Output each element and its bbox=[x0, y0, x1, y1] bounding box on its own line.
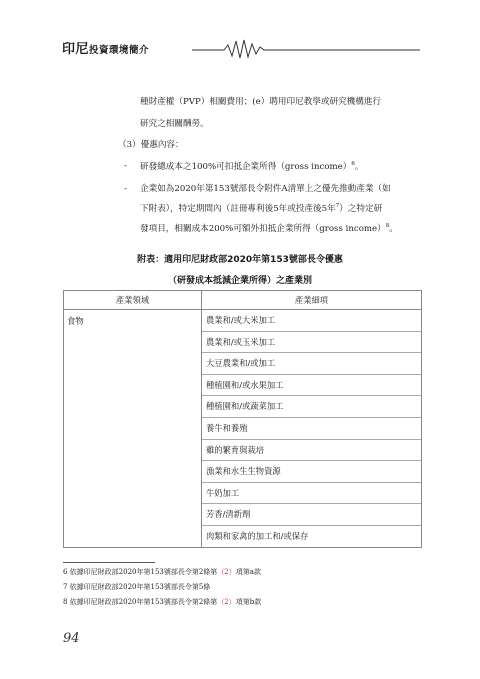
table-item: 芳香/清新劑 bbox=[202, 504, 421, 526]
header-title-sub: 投資環境簡介 bbox=[89, 45, 150, 56]
bullet-2-line-3: 發項目，相關成本200%可額外扣抵企業所得（gross income）$^8$。 bbox=[140, 223, 398, 234]
table-header-row bbox=[64, 291, 422, 310]
page-number: 94 bbox=[63, 631, 80, 646]
footnote-ref-6: 6 bbox=[351, 161, 355, 167]
footnote-7: 7 依據印尼財政部2020年第153號部長令第5條 bbox=[63, 583, 211, 591]
bullet-1-text: 研發總成本之100%可扣抵企業所得（gross income）$^6$。 bbox=[140, 161, 364, 172]
table-row bbox=[64, 310, 422, 548]
footnote-ref-7: 7 bbox=[335, 203, 340, 209]
table-item: 養牛和養殖 bbox=[202, 418, 421, 440]
table-header-field: 產業領域 bbox=[64, 291, 202, 310]
table-item: 農業和/或大米加工 bbox=[202, 310, 421, 332]
table-item: 農業和/或玉米加工 bbox=[202, 332, 421, 354]
bullet-dash-1: - bbox=[124, 161, 127, 171]
body-line-2: 研究之相關酬勞。 bbox=[140, 119, 209, 129]
table-header-detail: 產業細項 bbox=[202, 291, 422, 310]
table-cell-items bbox=[202, 310, 422, 548]
footnote-8: 8 依據印尼財政部2020年第153號部長令第2條第（2）項第b款 bbox=[63, 598, 262, 606]
section-heading: （3）優惠內容： bbox=[118, 140, 184, 150]
table-item: 種植園和/或水果加工 bbox=[202, 375, 421, 397]
footnote-ref-8: 8 bbox=[385, 223, 390, 229]
bullet-2-line-2: 下附表），特定期間內（註冊專利後5年或投產後5年$^7$）之特定研 bbox=[140, 203, 383, 214]
table-item: 種植園和/或蔬菜加工 bbox=[202, 396, 421, 418]
footnote-divider bbox=[63, 562, 155, 563]
body-line-1: 種財產權（PVP）相關費用；(e）聘用印尼教學或研究機構進行 bbox=[140, 97, 382, 107]
industry-table bbox=[63, 290, 422, 548]
bullet-dash-2: - bbox=[124, 184, 127, 194]
header-title-main: 印尼 bbox=[62, 42, 90, 57]
bullet-2-line-1: 企業如為2020年第153號部長令附件A清單上之優先推動產業（如 bbox=[140, 184, 391, 194]
table-item: 大豆農業和/或加工 bbox=[202, 353, 421, 375]
table-item: 漁業和水生生物資源 bbox=[202, 461, 421, 483]
header-ecg-line bbox=[0, 36, 480, 66]
table-cell-category: 食物 bbox=[64, 310, 202, 548]
footnote-6: 6 依據印尼財政部2020年第153號部長令第2條第（2）項第a款 bbox=[63, 568, 261, 576]
table-caption-1: 附表：適用印尼財政部2020年第153號部長令優惠 bbox=[137, 255, 343, 265]
table-item: 雞的繁育與栽培 bbox=[202, 440, 421, 462]
table-item: 肉類和家禽的加工和/或保存 bbox=[206, 530, 309, 541]
table-item: 牛奶加工 bbox=[202, 483, 421, 505]
table-caption-2: （研發成本抵減企業所得）之產業別 bbox=[167, 276, 312, 286]
